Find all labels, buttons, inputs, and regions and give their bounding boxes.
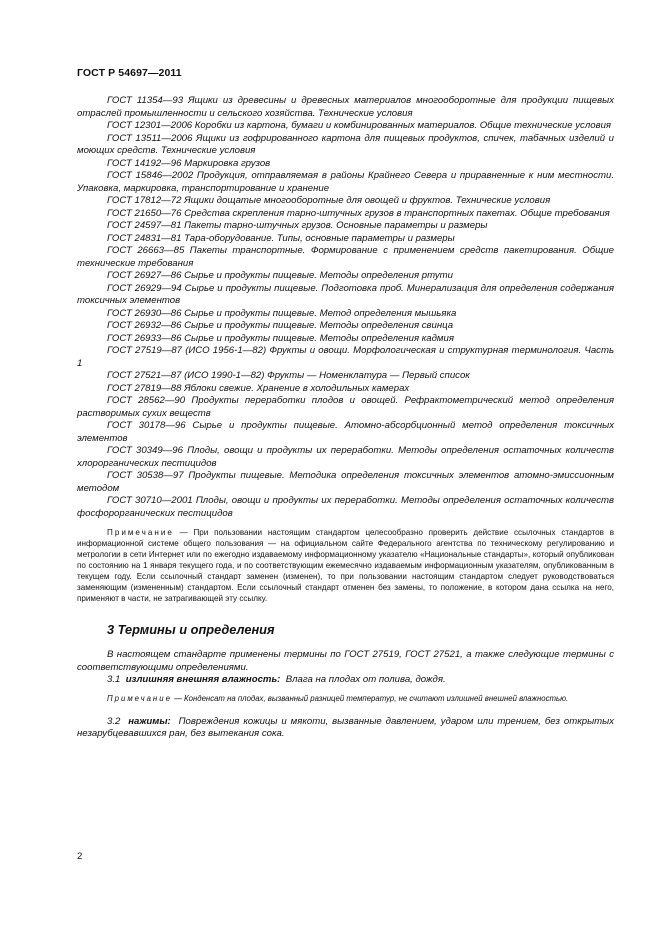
standard-header: ГОСТ Р 54697—2011 <box>77 67 182 79</box>
page-number: 2 <box>77 851 83 862</box>
reference-item: ГОСТ 30538—97 Продукты пищевые. Методика определения токсичных элементов атомно-эмиссионным методом <box>77 470 614 494</box>
note-text: — Конденсат на плодах, вызванный разницей температур, не считают излишней внешней влажностью. <box>174 693 569 703</box>
reference-item: ГОСТ 30710—2001 Плоды, овощи и продукты их переработки. Методы определения остаточных количеств фосфорорганических пестицидов <box>77 495 614 519</box>
reference-item: ГОСТ 27819—88 Яблоки свежие. Хранение в холодильных камерах <box>107 382 410 394</box>
section-heading: 3 Термины и определения <box>107 622 275 637</box>
term-3-2 <box>77 716 614 741</box>
reference-item: ГОСТ 17812—72 Ящики дощатые многооборотные для овощей и фруктов. Технические условия <box>107 195 551 206</box>
reference-item: ГОСТ 27521—87 (ИСО 1990-1—82) Фрукты — Номенклатура — Первый список <box>107 370 470 381</box>
note-label: Примечание <box>107 693 172 703</box>
document-body <box>77 95 614 741</box>
reference-item: ГОСТ 26932—86 Сырье и продукты пищевые. Методы определения свинца <box>107 320 454 331</box>
note-text: — При пользовании настоящим стандартом целесообразно проверить действие ссылочных стандартов в информационной системе общего пользования — на официальном сайте Федерального агентства по техническому регулированию и метрологии в сети Интернет или по ежегодно издаваемому информационному указателю «Национальные стандарты», который опубликован по состоянию на 1 января текущего года, и по соответствующим ежемесячно издаваемым информационным указателям, опубликованным в текущем году. Если ссылочный стандарт заменен (изменен), то при пользовании настоящим стандартом следует руководствоваться заменяющим (измененным) стандартом. Если ссылочный стандарт отменен без замены, то положение, в котором дана ссылка на него, применяют в части, не затрагивающей эту ссылку. <box>77 528 614 603</box>
reference-item: ГОСТ 15846—2002 Продукция, отправляемая в районы Крайнего Севера и приравненные к ним местности. Упаковка, маркировка, транспортирование и хранение <box>77 170 614 194</box>
term-3-1 <box>77 674 614 687</box>
reference-item: ГОСТ 26929—94 Сырье и продукты пищевые. Подготовка проб. Минерализация для определения содержания токсичных элементов <box>77 282 614 306</box>
term-name: излишняя внешняя влажность: <box>125 674 281 685</box>
reference-item: ГОСТ 11354—93 Ящики из древесины и древесных материалов многооборотные для продукции пищевых отраслей промышленности и сельского хозяйства. Технические условия <box>77 95 614 119</box>
term-number: 3.2 <box>107 715 121 727</box>
term-note <box>77 693 614 704</box>
term-number: 3.1 <box>107 674 121 685</box>
reference-item: ГОСТ 24597—81 Пакеты тарно-штучных грузов. Основные параметры и размеры <box>107 220 488 231</box>
term-name: нажимы: <box>128 715 171 727</box>
reference-item: ГОСТ 26927—86 Сырье и продукты пищевые. Методы определения ртути <box>107 270 453 281</box>
reference-item: ГОСТ 28562—90 Продукты переработки плодов и овощей. Рефрактометрический метод определения растворимых сухих веществ <box>77 395 614 419</box>
reference-item: ГОСТ 13511—2006 Ящики из гофрированного картона для пищевых продуктов, спичек, табачных изделий и моющих средств. Технические условия <box>77 132 614 156</box>
references-note <box>77 527 614 604</box>
reference-item: ГОСТ 12301—2006 Коробки из картона, бумаги и комбинированных материалов. Общие технические условия <box>107 120 612 131</box>
term-definition: Повреждения кожицы и мякоти, вызванные давлением, ударом или трением, без открытых незарубцевавшихся ран, без вытекания сока. <box>77 715 614 739</box>
reference-item: ГОСТ 30349—96 Плоды, овощи и продукты их переработки. Методы определения остаточных количеств хлорорганических пестицидов <box>77 445 614 469</box>
reference-item: ГОСТ 30178—96 Сырье и продукты пищевые. Атомно-абсорбционный метод определения токсичных элементов <box>77 420 614 444</box>
reference-item: ГОСТ 21650—76 Средства скрепления тарно-штучных грузов в транспортных пакетах. Общие требования <box>107 207 610 219</box>
reference-item: ГОСТ 27519—87 (ИСО 1956-1—82) Фрукты и овощи. Морфологическая и структурная терминология. Часть 1 <box>77 345 614 369</box>
section-intro: В настоящем стандарте применены термины по ГОСТ 27519, ГОСТ 27521, а также следующие термины с соответствующими определениями. <box>77 649 614 673</box>
note-label: Примечание <box>107 528 174 537</box>
term-definition: Влага на плодах от полива, дождя. <box>285 674 446 685</box>
reference-item: ГОСТ 14192—96 Маркировка грузов <box>107 157 271 169</box>
reference-item: ГОСТ 26933—86 Сырье и продукты пищевые. Методы определения кадмия <box>107 332 454 344</box>
reference-item: ГОСТ 26663—85 Пакеты транспортные. Формирование с применением средств пакетирования. Общие технические требования <box>77 245 614 269</box>
reference-item: ГОСТ 24831—81 Тара-оборудование. Типы, основные параметры и размеры <box>107 232 455 244</box>
reference-item: ГОСТ 26930—86 Сырье и продукты пищевые. Метод определения мышьяка <box>107 307 457 319</box>
references-list <box>77 95 614 520</box>
